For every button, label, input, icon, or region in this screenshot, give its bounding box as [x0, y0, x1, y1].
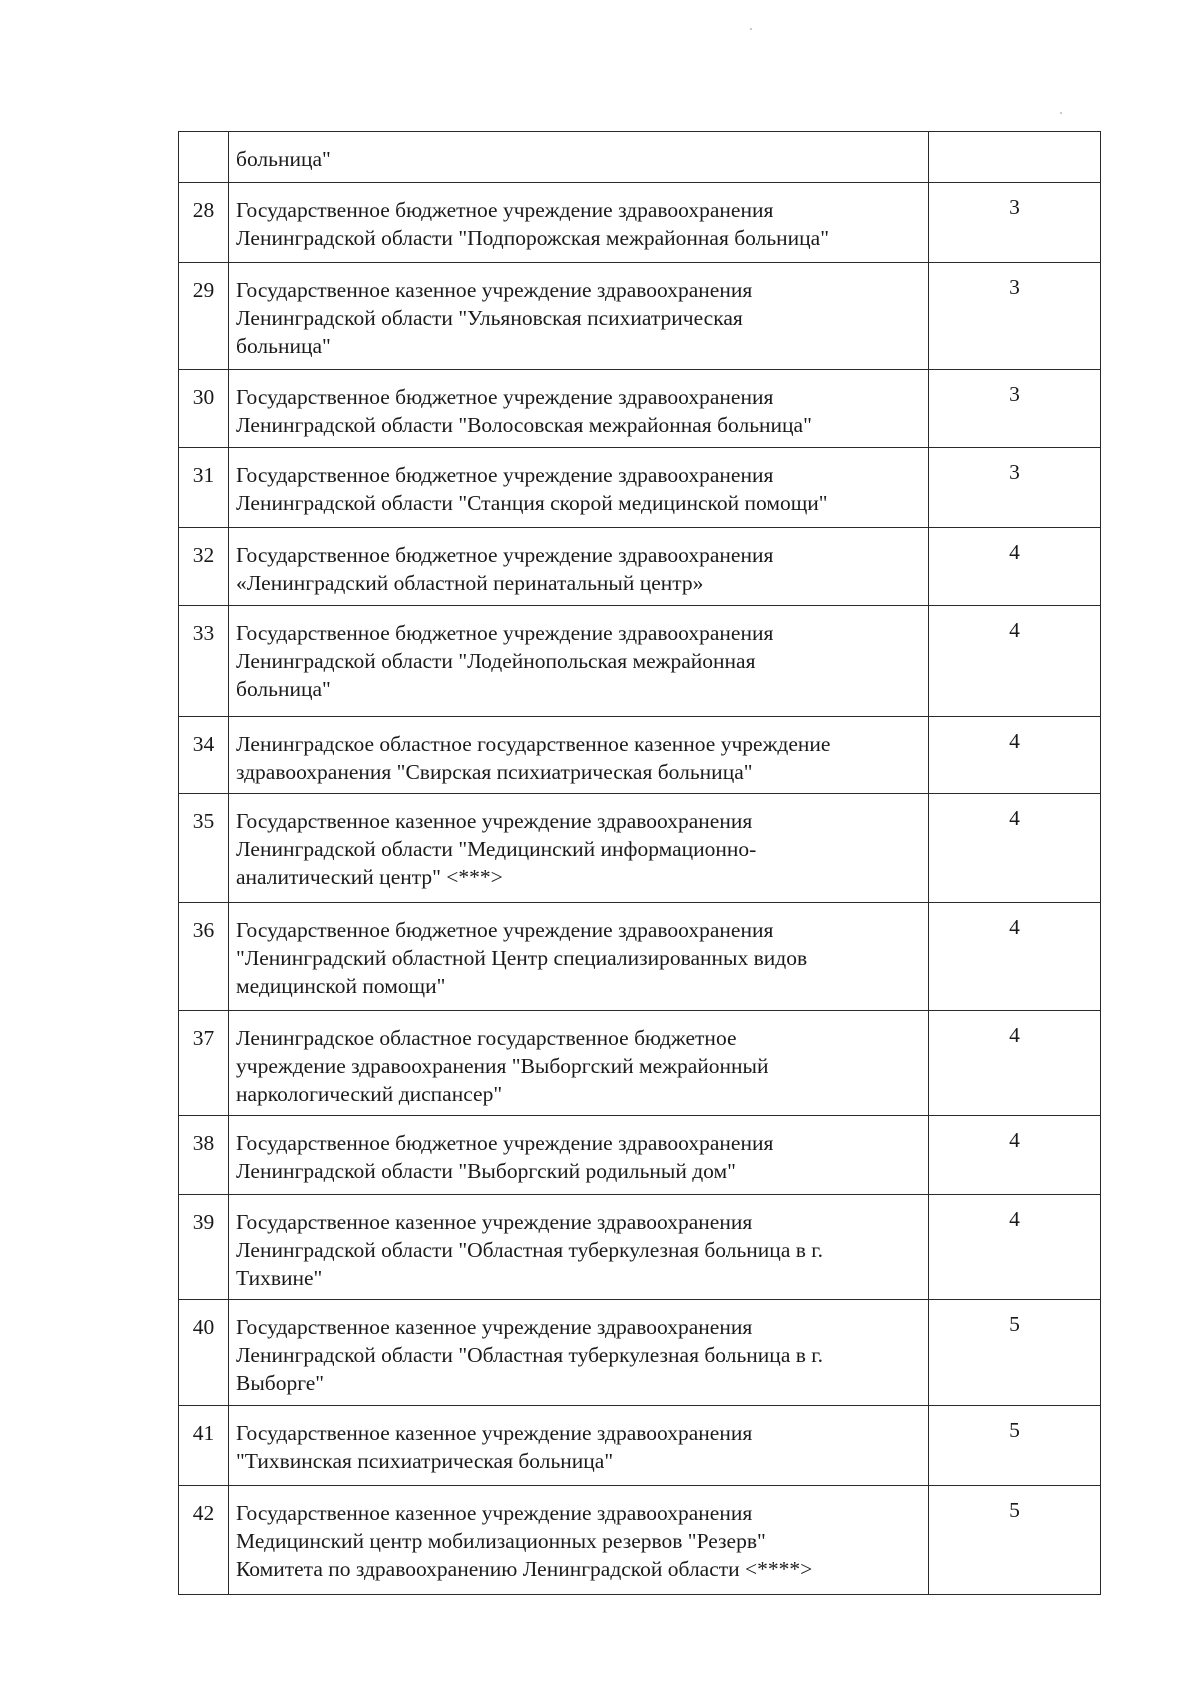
- institution-name-text: Государственное бюджетное учреждение здравоохранения "Ленинградский областной Центр специализированных видов медицинской помощи": [236, 918, 808, 998]
- row-number: 30: [179, 370, 229, 448]
- institution-name: [229, 1116, 929, 1195]
- scan-speck: [1060, 112, 1062, 114]
- row-number: 41: [179, 1406, 229, 1486]
- category-value: 4: [929, 1116, 1101, 1195]
- institutions-table: [178, 131, 1101, 1595]
- row-number: 29: [179, 263, 229, 370]
- row-number: 35: [179, 794, 229, 903]
- row-number: 38: [179, 1116, 229, 1195]
- table-row: [179, 1116, 1101, 1195]
- institution-name: [229, 1011, 929, 1116]
- row-number: 31: [179, 448, 229, 528]
- table-row: [179, 1300, 1101, 1406]
- table-row: [179, 263, 1101, 370]
- institution-name-text: больница": [236, 147, 331, 171]
- table-row: [179, 183, 1101, 263]
- institution-name-text: Государственное казенное учреждение здравоохранения "Тихвинская психиатрическая больница": [236, 1421, 753, 1473]
- institution-name: [229, 132, 929, 183]
- table-row: [179, 1486, 1101, 1595]
- category-value: 5: [929, 1406, 1101, 1486]
- institution-name-text: Государственное бюджетное учреждение здравоохранения Ленинградской области "Подпорожская межрайонная больница": [236, 198, 829, 250]
- table-row: [179, 1195, 1101, 1300]
- institution-name: [229, 370, 929, 448]
- row-number: 37: [179, 1011, 229, 1116]
- institution-name-text: Государственное бюджетное учреждение здравоохранения Ленинградской области "Волосовская межрайонная больница": [236, 385, 812, 437]
- institution-name: [229, 903, 929, 1011]
- table-row: [179, 528, 1101, 606]
- institution-name-text: Государственное бюджетное учреждение здравоохранения «Ленинградский областной перинатальный центр»: [236, 543, 774, 595]
- institution-name-text: Ленинградское областное государственное казенное учреждение здравоохранения "Свирская психиатрическая больница": [236, 732, 831, 784]
- table-row: [179, 903, 1101, 1011]
- institution-name: [229, 717, 929, 794]
- category-value: 3: [929, 263, 1101, 370]
- row-number: 28: [179, 183, 229, 263]
- row-number: 36: [179, 903, 229, 1011]
- row-number: 39: [179, 1195, 229, 1300]
- institution-name-text: Государственное казенное учреждение здравоохранения Ленинградской области "Медицинский информационно- аналитический центр" <***>: [236, 809, 757, 889]
- category-value: [929, 132, 1101, 183]
- institution-name: [229, 1195, 929, 1300]
- scan-speck: [750, 28, 752, 30]
- table-row: [179, 794, 1101, 903]
- row-number: 33: [179, 606, 229, 717]
- table-row: [179, 717, 1101, 794]
- institution-name-text: Государственное бюджетное учреждение здравоохранения Ленинградской области "Выборгский родильный дом": [236, 1131, 774, 1183]
- institution-name: [229, 1486, 929, 1595]
- category-value: 4: [929, 903, 1101, 1011]
- institution-name: [229, 1406, 929, 1486]
- institution-name: [229, 263, 929, 370]
- institution-name-text: Государственное бюджетное учреждение здравоохранения Ленинградской области "Станция скорой медицинской помощи": [236, 463, 828, 515]
- table-row: [179, 606, 1101, 717]
- category-value: 4: [929, 1011, 1101, 1116]
- category-value: 5: [929, 1300, 1101, 1406]
- row-number: 42: [179, 1486, 229, 1595]
- institution-name-text: Государственное казенное учреждение здравоохранения Медицинский центр мобилизационных резервов "Резерв" Комитета по здравоохранению Ленинградской области <****>: [236, 1501, 813, 1581]
- category-value: 3: [929, 183, 1101, 263]
- institution-name-text: Государственное казенное учреждение здравоохранения Ленинградской области "Областная туберкулезная больница в г. Выборге": [236, 1315, 824, 1395]
- category-value: 4: [929, 528, 1101, 606]
- institution-name: [229, 183, 929, 263]
- category-value: 3: [929, 370, 1101, 448]
- institutions-table-body: [179, 132, 1101, 1595]
- table-row: [179, 370, 1101, 448]
- institution-name-text: Государственное бюджетное учреждение здравоохранения Ленинградской области "Лодейнопольская межрайонная больница": [236, 621, 774, 701]
- table-row: [179, 1406, 1101, 1486]
- row-number: 40: [179, 1300, 229, 1406]
- institution-name-text: Государственное казенное учреждение здравоохранения Ленинградской области "Областная туберкулезная больница в г. Тихвине": [236, 1210, 824, 1290]
- row-number: 34: [179, 717, 229, 794]
- category-value: 4: [929, 794, 1101, 903]
- table-row: [179, 132, 1101, 183]
- category-value: 4: [929, 717, 1101, 794]
- institution-name: [229, 448, 929, 528]
- category-value: 4: [929, 606, 1101, 717]
- institution-name: [229, 1300, 929, 1406]
- category-value: 4: [929, 1195, 1101, 1300]
- institution-name-text: Государственное казенное учреждение здравоохранения Ленинградской области "Ульяновская психиатрическая больница": [236, 278, 753, 358]
- category-value: 5: [929, 1486, 1101, 1595]
- row-number: [179, 132, 229, 183]
- category-value: 3: [929, 448, 1101, 528]
- institution-name: [229, 794, 929, 903]
- institution-name: [229, 606, 929, 717]
- table-row: [179, 1011, 1101, 1116]
- institution-name: [229, 528, 929, 606]
- institution-name-text: Ленинградское областное государственное бюджетное учреждение здравоохранения "Выборгский межрайонный наркологический диспансер": [236, 1026, 769, 1106]
- table-row: [179, 448, 1101, 528]
- row-number: 32: [179, 528, 229, 606]
